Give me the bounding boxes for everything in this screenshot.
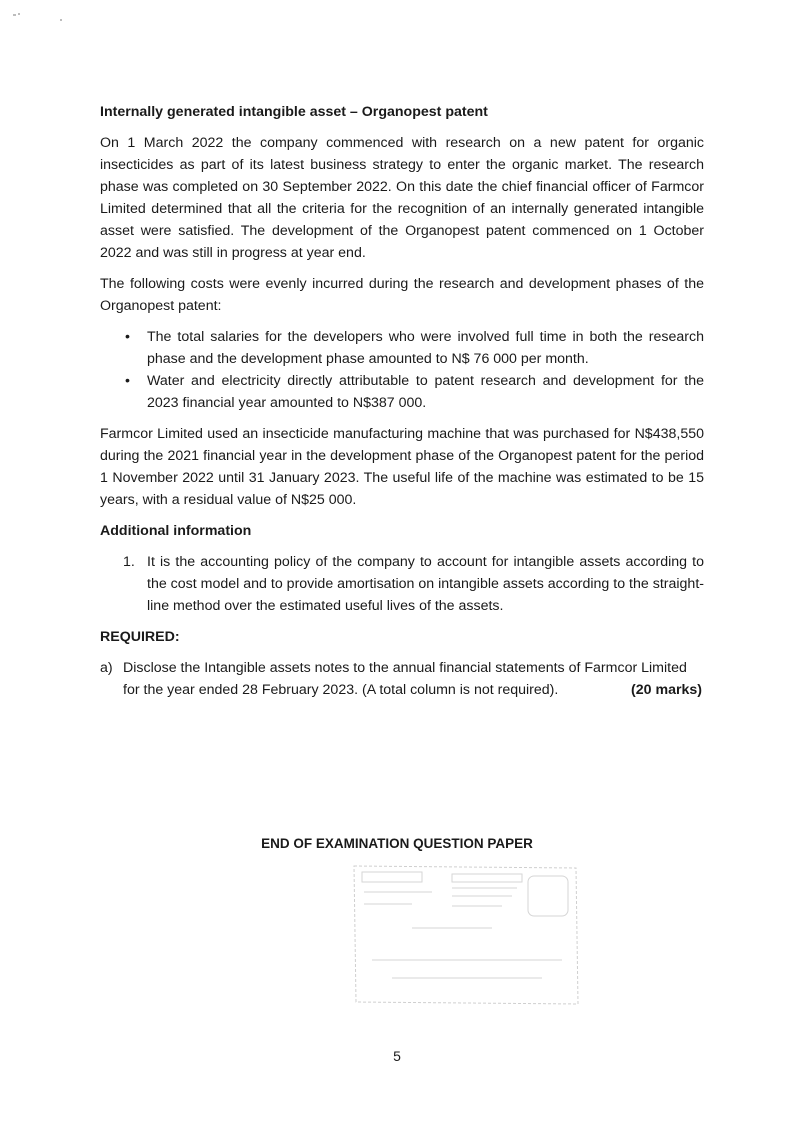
bullet-icon: • (125, 329, 130, 345)
scan-speck (13, 14, 16, 16)
item-number: 1. (123, 554, 135, 570)
bullet-icon: • (125, 373, 130, 389)
end-of-paper-label: END OF EXAMINATION QUESTION PAPER (261, 836, 533, 851)
question-text: Disclose the Intangible assets notes to the annual financial statements of Farmcor Limited for the year ended 28 February 2023. (A total column is not required). (123, 660, 687, 698)
question-content (100, 101, 704, 701)
faded-stamp-graphic (352, 862, 580, 1008)
additional-info-list (100, 551, 704, 617)
required-label: REQUIRED: (100, 629, 180, 645)
scan-speck (18, 13, 20, 15)
list-item (123, 551, 704, 617)
page-number: 5 (393, 1048, 401, 1064)
question-a (100, 657, 704, 701)
list-item (125, 326, 704, 370)
bullet-text: The total salaries for the developers who were involved full time in both the research phase and the development phase amounted to N$ 76 000 per month. (147, 329, 704, 367)
item-text: It is the accounting policy of the company to account for intangible assets according to the cost model and to provide amortisation on intangible assets according to the straight-line method over the estimated useful lives of the assets. (147, 554, 704, 614)
bullet-text: Water and electricity directly attributable to patent research and development for the 2023 financial year amounted to N$387 000. (147, 373, 704, 411)
paragraph-machine: Farmcor Limited used an insecticide manufacturing machine that was purchased for N$438,550 during the 2021 financial year in the development phase of the Organopest patent for the period 1 November 2022 until 31 January 2023. The useful life of the machine was estimated to be 15 years, with a residual value of N$25 000. (100, 426, 704, 508)
paragraph-research-phase: On 1 March 2022 the company commenced with research on a new patent for organic insecticides as part of its latest business strategy to enter the organic market. The research phase was completed on 30 September 2022. On this date the chief financial officer of Farmcor Limited determined that all the criteria for the recognition of an internally generated intangible asset were satisfied. The development of the Organopest patent commenced on 1 October 2022 and was still in progress at year end. (100, 135, 704, 261)
scan-speck (60, 19, 62, 21)
list-item (125, 370, 704, 414)
question-marks: (20 marks) (631, 682, 702, 698)
additional-info-heading: Additional information (100, 523, 252, 539)
cost-bullet-list (100, 326, 704, 414)
section-heading: Internally generated intangible asset – Organopest patent (100, 104, 488, 120)
question-letter: a) (100, 660, 113, 676)
paragraph-costs-intro: The following costs were evenly incurred during the research and development phases of the Organopest patent: (100, 276, 704, 314)
